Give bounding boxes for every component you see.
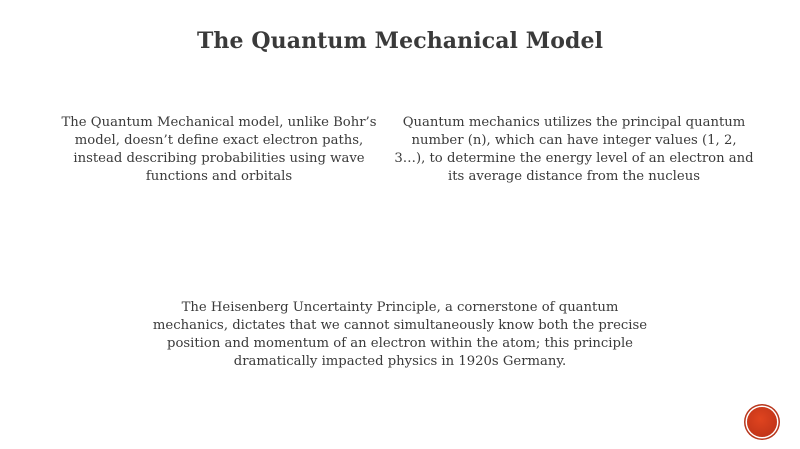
bottom-text-block: The Heisenberg Uncertainty Principle, a cornerstone of quantum mechanics, dictates that we cannot simultaneously know both the precise position and momentum of an electron within the atom; this principle dramatically impacted physics in 1920s Germany.: [152, 300, 648, 369]
slide-title: The Quantum Mechanical Model: [196, 28, 604, 54]
left-text-block: The Quantum Mechanical model, unlike Bohr’s model, doesn’t define exact electron paths, instead describing probabilities using wave functions and orbitals: [61, 115, 377, 184]
right-text-block: Quantum mechanics utilizes the principal quantum number (n), which can have integer values (1, 2, 3…), to determine the energy level of an electron and its average distance from the nucleus: [394, 115, 754, 184]
next-slide-button[interactable]: [747, 407, 777, 437]
